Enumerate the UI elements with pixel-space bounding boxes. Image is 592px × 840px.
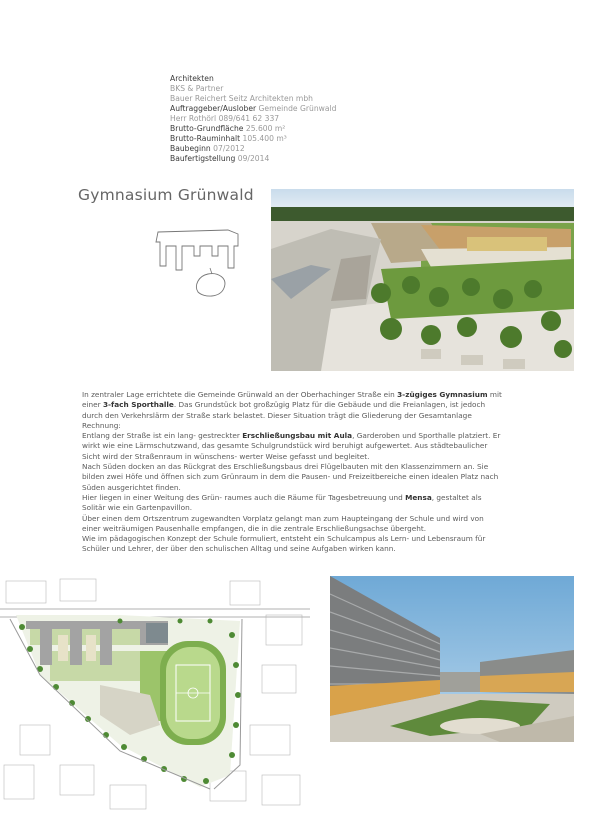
body-text [82, 390, 502, 555]
floor-plan-outline [148, 212, 248, 312]
completion-row [170, 154, 430, 164]
photo-courtyard [330, 576, 574, 742]
start-label: Baubeginn [170, 144, 211, 153]
architects-name-1: BKS & Partner [170, 84, 224, 93]
bold-text: Erschließungsbau mit Aula [242, 431, 353, 441]
completion-label: Baufertigstellung [170, 154, 236, 163]
gross-area-label: Brutto-Grundfläche [170, 124, 244, 133]
paragraph-1 [82, 390, 502, 431]
text: Entlang der Straße ist ein lang- gestreckter [82, 431, 243, 441]
bold-text: Mensa [405, 492, 432, 502]
text: In zentraler Lage errichtete die Gemeinde Grünwald an der Oberhachinger Straße ein [82, 390, 398, 399]
text: . Das Grundstück bot großzügig Platz für die Gebäude und die Freianlagen, ist jedoch durch den Verkehrslärm der Straße stark belastet. Dieser Situation trägt die Gliederung der Gesamtanlage Rechnung: [82, 400, 486, 430]
project-info [170, 74, 430, 164]
gross-volume-row [170, 134, 430, 144]
contact: Herr Rothörl 089/641 62 337 [170, 114, 280, 123]
client-row [170, 104, 430, 114]
architects-label: Architekten [170, 74, 214, 83]
paragraph-5: Über einen dem Ortszentrum zugewandten Vorplatz gelangt man zum Haupteingang der Schule und wird von einer weiträumigen Pausenhalle empfangen, die in die zentrale Erschließungsachse übergeht. [82, 513, 484, 533]
paragraph-6: Wie im pädagogischen Konzept der Schule formuliert, entsteht ein Schulcampus als Lern- und Lebensraum für Schüler und Lehrer, der über den schulischen Alltag und seine Aufgaben wirken kann. [82, 534, 486, 554]
start-row [170, 144, 430, 154]
paragraph-4 [82, 493, 502, 514]
client-value: Gemeinde Grünwald [258, 104, 337, 113]
text: , Garderoben und Sporthalle platziert. Er wirkt wie eine Lärmschutzwand, das gesamte Schulgrundstück wird beruhigt aufgewertet. Aus städtebaulicher Sicht wird der Straßenraum in wünschens- werter Weise gefasst und begleitet. [82, 431, 501, 461]
paragraph-2 [82, 431, 502, 462]
page-title: Gymnasium Grünwald [78, 186, 254, 204]
gross-volume-label: Brutto-Rauminhalt [170, 134, 241, 143]
text: , gestaltet als Solitär wie ein Gartenpavillon. [82, 492, 482, 513]
gross-volume-value: 105.400 m³ [242, 134, 287, 143]
gross-area-value: 25.600 m² [245, 124, 286, 133]
client-label: Auftraggeber/Ausl​ober [170, 104, 257, 113]
text: mit einer [82, 390, 502, 410]
completion-value: 09/2014 [237, 154, 270, 163]
bold-text: 3-fach Sporthalle [102, 400, 174, 410]
start-value: 07/2012 [213, 144, 245, 153]
gross-area-row [170, 124, 430, 134]
photo-campus-aerial [271, 189, 574, 371]
architects-name-2: Bauer Reichert Seitz Architekten mbh [170, 94, 313, 103]
site-plan [0, 575, 310, 815]
bold-text: 3-zügiges Gymnasium [397, 390, 488, 399]
paragraph-3: Nach Süden docken an das Rückgrat des Erschließungsbaus drei Flügelbauten mit den Klassenzimmern an. Sie bilden zwei Höfe und öffnen sich zum Grünraum in dem die Pausen- und Freizeitbereiche einen idealen Platz nach Süden ausgerichtet finden. [82, 462, 499, 492]
text: Hier liegen in einer Weitung des Grün- raumes auch die Räume für Tagesbetreuung und [82, 492, 406, 502]
